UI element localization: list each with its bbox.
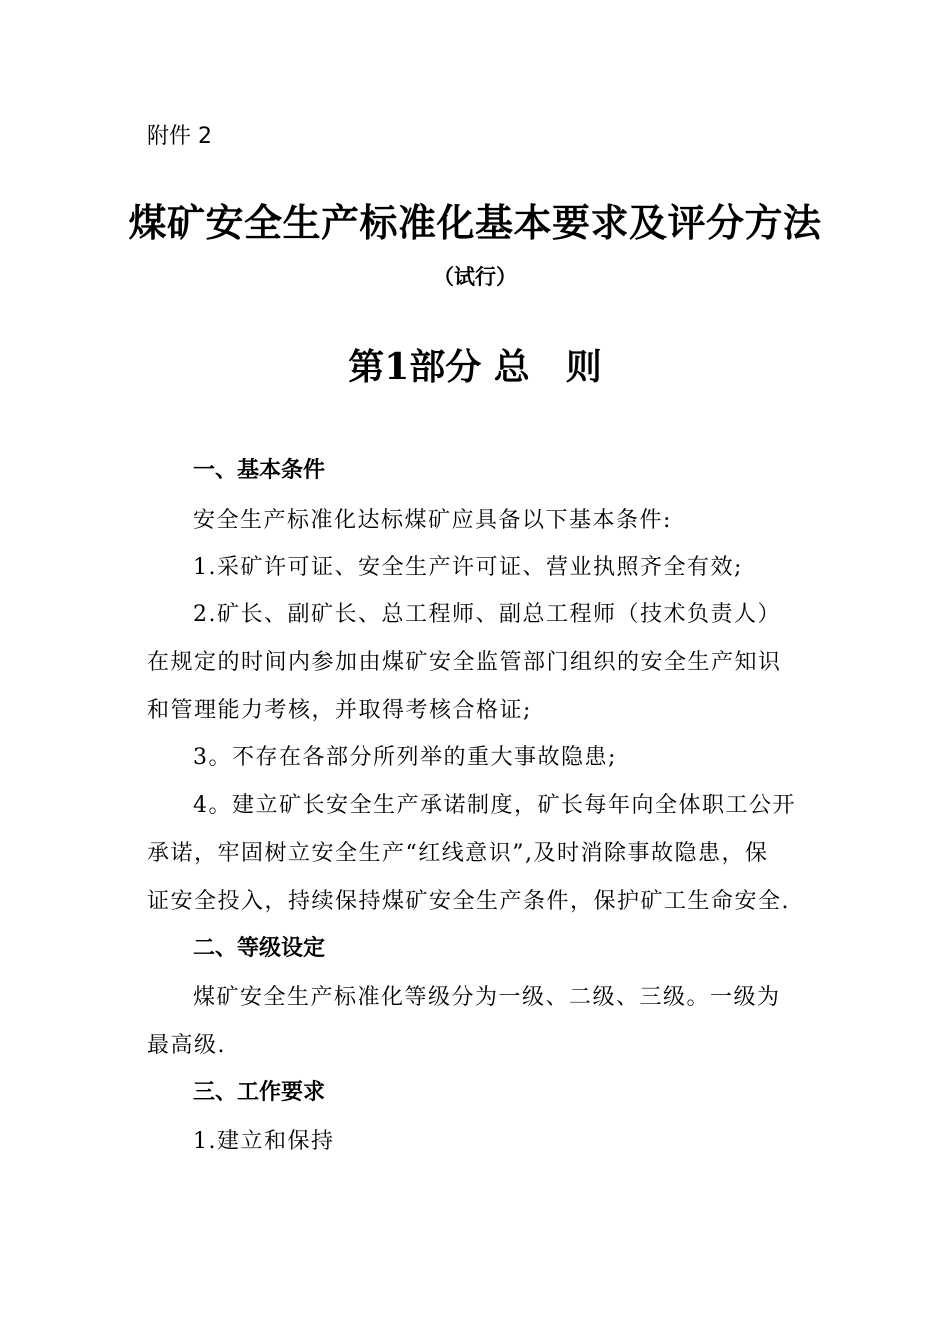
part-title: 第1部分 总 则 (348, 346, 602, 388)
paragraph-line: 1.建立和保持 (193, 1129, 335, 1154)
paragraph-line: 3。不存在各部分所列举的重大事故隐患; (193, 745, 617, 770)
paragraph-line: 和管理能力考核，并取得考核合格证; (147, 698, 532, 723)
paragraph-line: 1.采矿许可证、安全生产许可证、营业执照齐全有效; (193, 555, 743, 580)
section-heading-work-requirements: 三、工作要求 (193, 1080, 326, 1105)
paragraph-line: 承诺，牢固树立安全生产“红线意识”,及时消除事故隐患，保 (147, 841, 769, 866)
section-heading-grade-setting: 二、等级设定 (193, 936, 326, 961)
paragraph-line: 最高级. (147, 1033, 226, 1058)
document-subtitle: （试行） (433, 265, 517, 289)
attachment-label: 附件 2 (147, 124, 212, 149)
paragraph-line: 在规定的时间内参加由煤矿安全监管部门组织的安全生产知识 (147, 650, 782, 675)
paragraph-line: 4。建立矿长安全生产承诺制度，矿长每年向全体职工公开 (193, 793, 796, 818)
paragraph-line: 证安全投入，持续保持煤矿安全生产条件，保护矿工生命安全. (147, 889, 790, 914)
paragraph-line: 安全生产标准化达标煤矿应具备以下基本条件: (193, 508, 672, 533)
section-heading-basic-conditions: 一、基本条件 (193, 458, 326, 483)
document-title: 煤矿安全生产标准化基本要求及评分方法 (128, 200, 822, 245)
paragraph-line: 煤矿安全生产标准化等级分为一级、二级、三级。一级为 (193, 985, 781, 1010)
paragraph-line: 2.矿长、副矿长、总工程师、副总工程师（技术负责人） (193, 602, 781, 627)
